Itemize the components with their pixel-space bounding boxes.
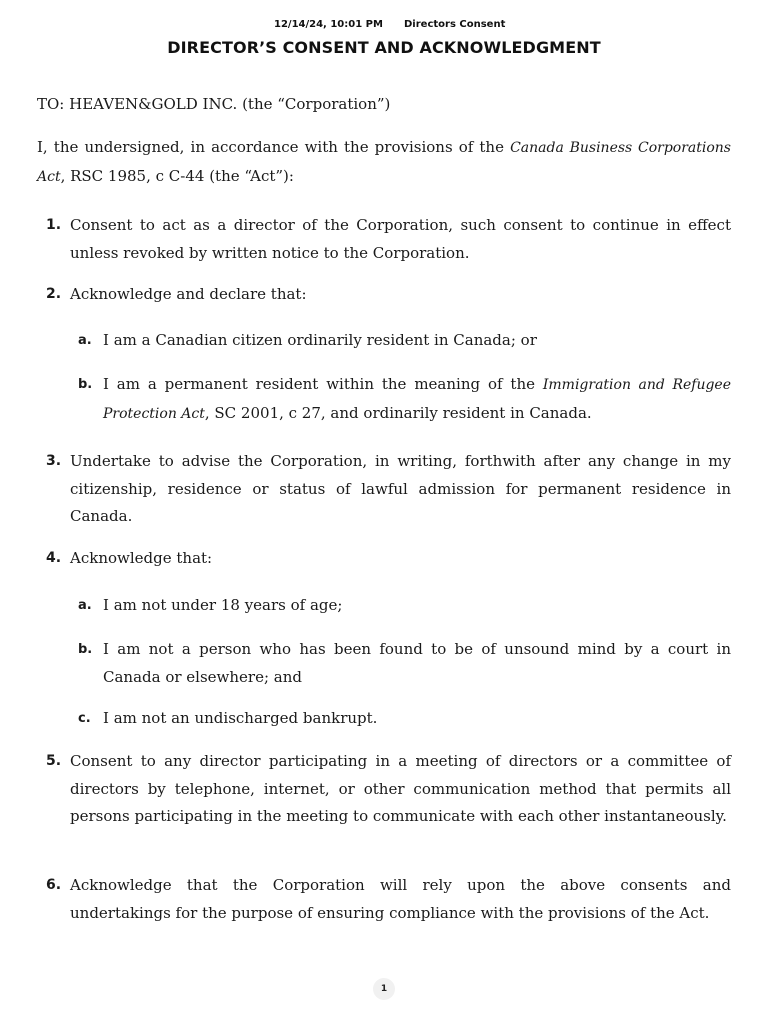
document-title: DIRECTOR’S CONSENT AND ACKNOWLEDGMENT: [167, 38, 601, 57]
print-date-time: 12/14/24, 10:01 PM: [274, 19, 383, 30]
item-text: Consent to any director participating in a meeting of directors or a committee of directors by telephone, internet, or other communication method that permits all persons participating in the meeting to communicate with each other instantaneously.: [70, 752, 731, 825]
subitem-text: [103, 371, 731, 428]
item-number: 4.: [46, 550, 62, 566]
subitem-text: I am not a person who has been found to be of unsound mind by a court in Canada or elsewhere; and: [103, 640, 731, 686]
intro-text-before: I, the undersigned, in accordance with the provisions of the: [37, 138, 511, 156]
item-number: 1.: [46, 217, 62, 233]
item-number: 5.: [46, 753, 62, 769]
subitem-text-after: , SC 2001, c 27, and ordinarily resident in Canada.: [204, 403, 592, 422]
subitem-letter: a.: [78, 598, 92, 613]
intro-statute-name: Canada Business Corporations Act: [37, 140, 731, 185]
subitem-text-before: I am a permanent resident within the meaning of the: [103, 375, 543, 393]
subitem-statute-name: Immigration and Refugee Protection Act: [103, 377, 731, 422]
item-number: 3.: [46, 453, 62, 469]
item-number: 2.: [46, 286, 62, 302]
subitem-letter: c.: [78, 711, 91, 726]
subitem-text: I am not under 18 years of age;: [103, 596, 343, 614]
subitem-letter: a.: [78, 333, 92, 348]
intro-text-after: , RSC 1985, c C-44 (the “Act”):: [60, 166, 294, 185]
print-header: [0, 19, 768, 33]
subitem-letter: b.: [78, 377, 93, 392]
item-text: Acknowledge that:: [70, 549, 213, 567]
item-text: Consent to act as a director of the Corporation, such consent to continue in effect unless revoked by written notice to the Corporation.: [70, 216, 731, 262]
subitem-text: I am not an undischarged bankrupt.: [103, 709, 378, 727]
page-number: 1: [373, 978, 395, 1000]
intro-paragraph: [37, 134, 731, 191]
addressee-line: TO: HEAVEN&GOLD INC. (the “Corporation”): [37, 95, 391, 113]
item-text: Acknowledge that the Corporation will rely upon the above consents and undertakings for the purpose of ensuring compliance with the provisions of the Act.: [70, 876, 731, 922]
subitem-letter: b.: [78, 642, 93, 657]
item-number: 6.: [46, 877, 62, 893]
item-text: Undertake to advise the Corporation, in writing, forthwith after any change in my citizenship, residence or status of lawful admission for permanent residence in Canada.: [70, 452, 731, 525]
item-text: Acknowledge and declare that:: [70, 285, 307, 303]
print-document-name: Directors Consent: [404, 19, 506, 30]
subitem-text: I am a Canadian citizen ordinarily resident in Canada; or: [103, 331, 537, 349]
